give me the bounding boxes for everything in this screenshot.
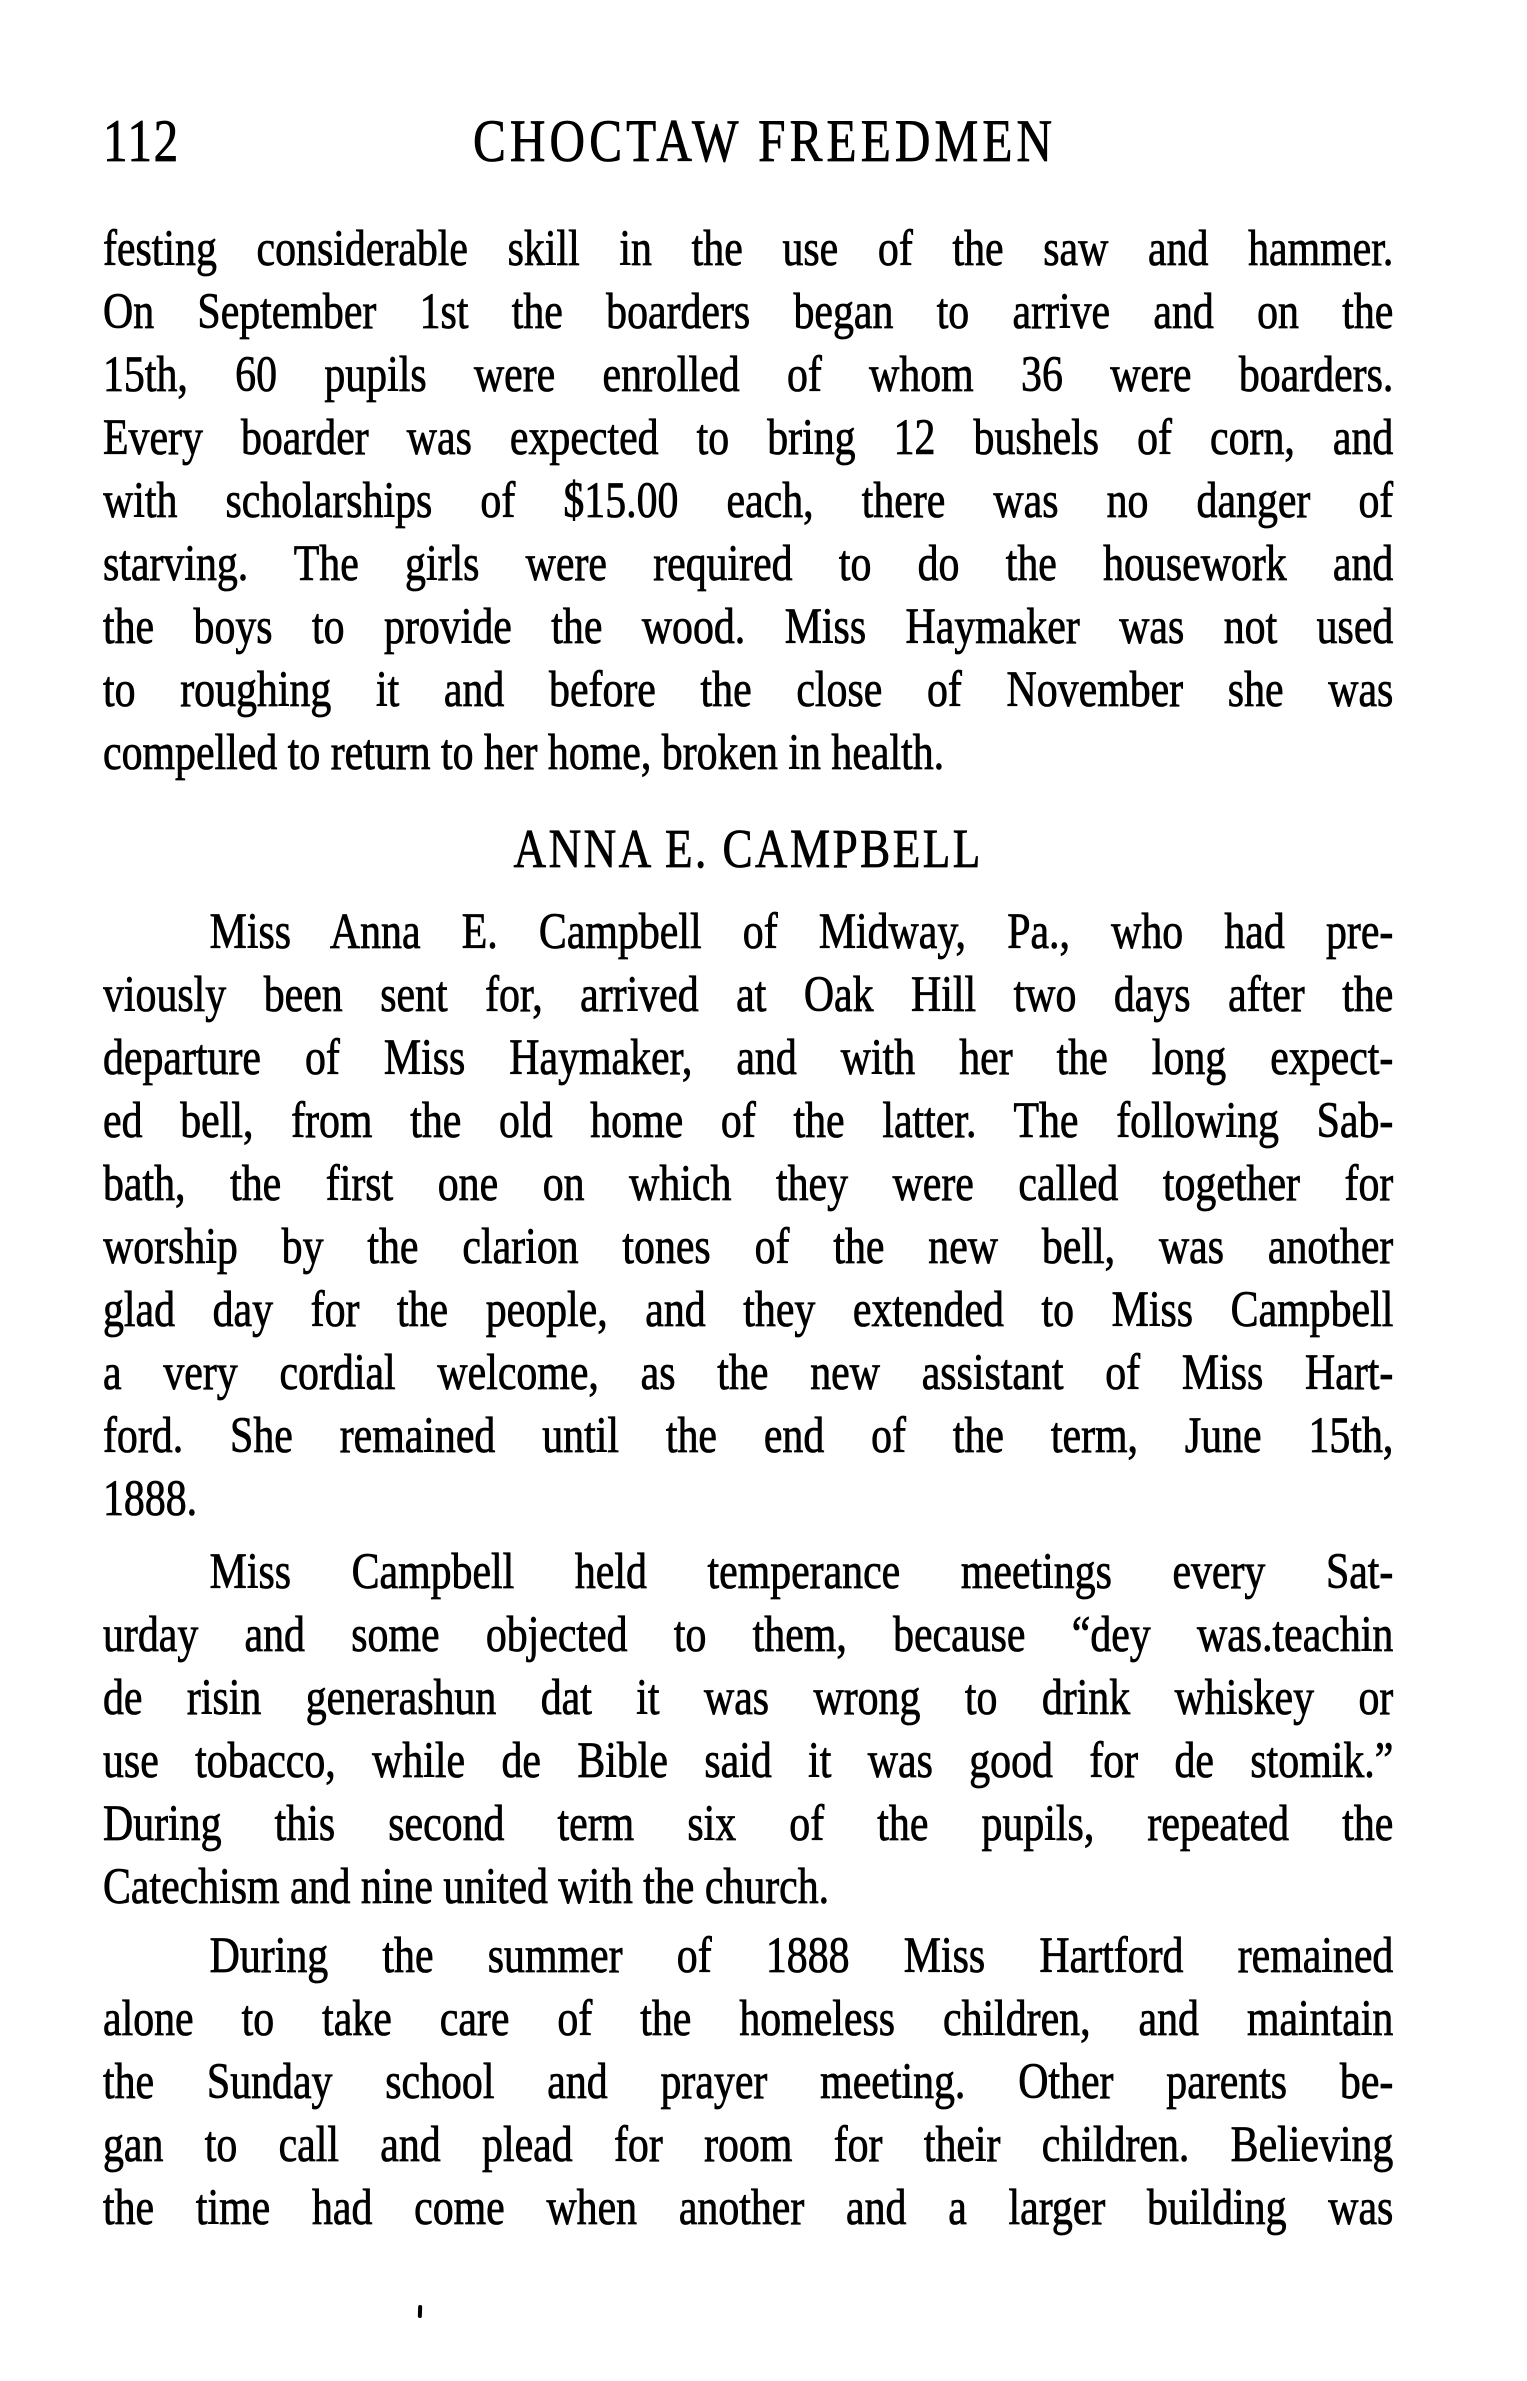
text-line: ed bell, from the old home of the latter. The following Sab- xyxy=(103,1093,1394,1149)
text-line: festing considerable skill in the use of the saw and hammer. xyxy=(103,221,1394,277)
text-line: the boys to provide the wood. Miss Haymaker was not used xyxy=(103,599,1394,655)
text-line: On September 1st the boarders began to arrive and on the xyxy=(103,284,1394,340)
text-line: During this second term six of the pupils, repeated the xyxy=(103,1796,1394,1852)
paragraph xyxy=(103,901,1393,1531)
paragraph xyxy=(103,1925,1393,2240)
text-line: urday and some objected to them, because “dey was.teachin xyxy=(103,1607,1394,1663)
text-line: to roughing it and before the close of November she was xyxy=(103,662,1394,718)
text-line: alone to take care of the homeless children, and maintain xyxy=(103,1991,1394,2047)
text-line: worship by the clarion tones of the new bell, was another xyxy=(103,1219,1394,1275)
text-line: use tobacco, while de Bible said it was good for de stomik.” xyxy=(103,1733,1394,1789)
text-line: de risin generashun dat it was wrong to drink whiskey or xyxy=(103,1670,1394,1726)
text-line: a very cordial welcome, as the new assistant of Miss Hart- xyxy=(103,1345,1394,1401)
paragraph xyxy=(103,1541,1393,1919)
ink-speck xyxy=(418,2305,422,2318)
text-line: 15th, 60 pupils were enrolled of whom 36 were boarders. xyxy=(103,347,1394,403)
section-heading: ANNA E. CAMPBELL xyxy=(513,818,983,879)
text-block xyxy=(103,218,1393,2240)
running-header: CHOCTAW FREEDMEN xyxy=(472,108,1057,174)
text-line: Catechism and nine united with the church. xyxy=(103,1859,830,1915)
text-line: the time had come when another and a larger building was xyxy=(103,2180,1394,2236)
text-line: with scholarships of $15.00 each, there was no danger of xyxy=(103,473,1394,529)
text-line: gan to call and plead for room for their children. Believing xyxy=(103,2117,1394,2173)
text-line: Miss Anna E. Campbell of Midway, Pa., who had pre- xyxy=(209,904,1394,960)
text-line: Miss Campbell held temperance meetings every Sat- xyxy=(209,1544,1394,1600)
text-line: 1888. xyxy=(103,1471,198,1527)
text-line: the Sunday school and prayer meeting. Other parents be- xyxy=(103,2054,1394,2110)
text-line: compelled to return to her home, broken in health. xyxy=(103,725,945,781)
text-line: bath, the first one on which they were called together for xyxy=(103,1156,1394,1212)
paragraph xyxy=(103,218,1393,785)
page-header xyxy=(103,110,1393,173)
text-line: starving. The girls were required to do the housework and xyxy=(103,536,1394,592)
text-line: Every boarder was expected to bring 12 bushels of corn, and xyxy=(103,410,1394,466)
text-line: ford. She remained until the end of the term, June 15th, xyxy=(103,1408,1394,1464)
page-number: 112 xyxy=(103,108,180,174)
text-line: During the summer of 1888 Miss Hartford remained xyxy=(209,1928,1394,1984)
text-line: departure of Miss Haymaker, and with her the long expect- xyxy=(103,1030,1394,1086)
text-line: glad day for the people, and they extended to Miss Campbell xyxy=(103,1282,1394,1338)
text-line: viously been sent for, arrived at Oak Hill two days after the xyxy=(103,967,1394,1023)
